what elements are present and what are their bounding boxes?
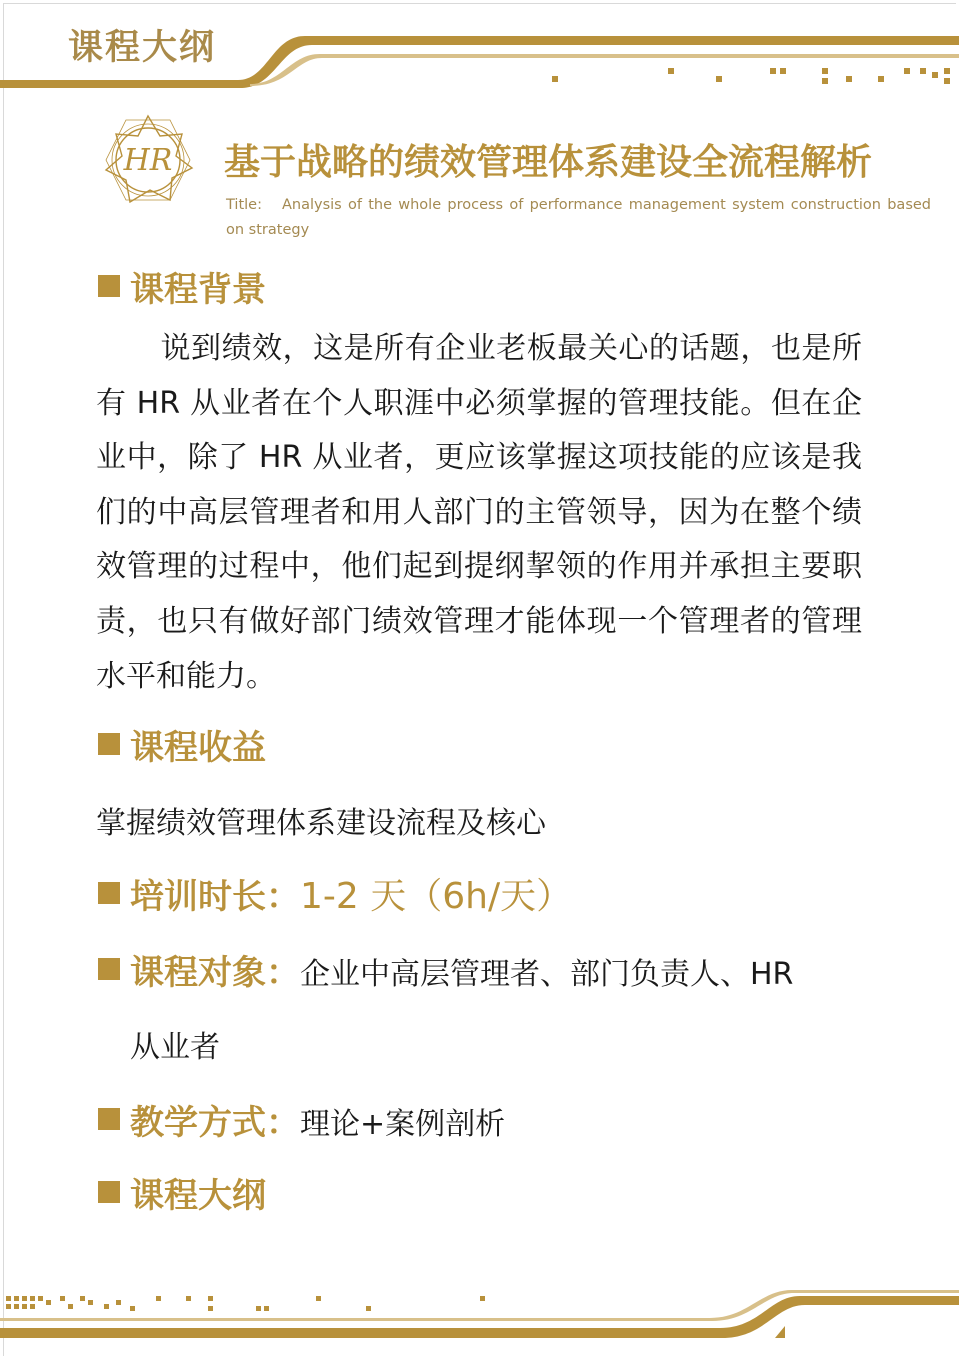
section-heading-method: [98, 1095, 505, 1144]
bullet-square-icon: [98, 958, 120, 980]
bullet-square-icon: [98, 733, 120, 755]
heading-text: 课程对象：: [130, 953, 300, 993]
benefits-text: 掌握绩效管理体系建设流程及核心: [96, 806, 546, 841]
heading-text: 课程背景: [130, 270, 266, 310]
bullet-square-icon: [98, 882, 120, 904]
header-title: 课程大纲: [68, 27, 217, 68]
hr-logo: [100, 112, 196, 208]
background-text: 说到绩效，这是所有企业老板最关心的话题，也是所有 HR 从业者在个人职涯中必须掌握的管理技能。但在企业中，除了 HR 从业者，更应该掌握这项技能的应该是我们的中高层管理者和用人部门的主管领导，因为在整个绩效管理的过程中，他们起到提纲挈领的作用并承担主要职责，也只有做好部门绩效管理才能体现一个管理者的管理水平和能力。: [96, 331, 862, 694]
section-heading-background: [98, 262, 266, 311]
course-title: 基于战略的绩效管理体系建设全流程解析: [224, 142, 873, 183]
audience-value-line2: 从业者: [130, 1030, 220, 1065]
background-paragraph: [96, 322, 862, 704]
section-heading-audience: [98, 945, 793, 994]
heading-text: 课程收益: [130, 728, 266, 768]
subtitle-text: Analysis of the whole process of performance management system construction based on strategy: [226, 197, 931, 238]
audience-value-line1: 企业中高层管理者、部门负责人、HR: [300, 957, 794, 992]
bullet-square-icon: [98, 275, 120, 297]
bullet-square-icon: [98, 1181, 120, 1203]
subtitle-label: Title:: [226, 197, 262, 213]
method-value: 理论+案例剖析: [300, 1107, 506, 1142]
logo-text: HR: [123, 143, 173, 178]
heading-text: 培训时长：: [130, 877, 300, 917]
bullet-square-icon: [98, 1108, 120, 1130]
heading-text: 课程大纲: [130, 1176, 266, 1216]
section-heading-duration: [98, 868, 572, 919]
course-subtitle: [226, 193, 931, 243]
heading-text: 教学方式：: [130, 1103, 300, 1143]
section-heading-benefits: [98, 720, 266, 769]
section-heading-outline: [98, 1168, 266, 1217]
duration-value: 1-2 天（6h/天）: [300, 876, 573, 917]
